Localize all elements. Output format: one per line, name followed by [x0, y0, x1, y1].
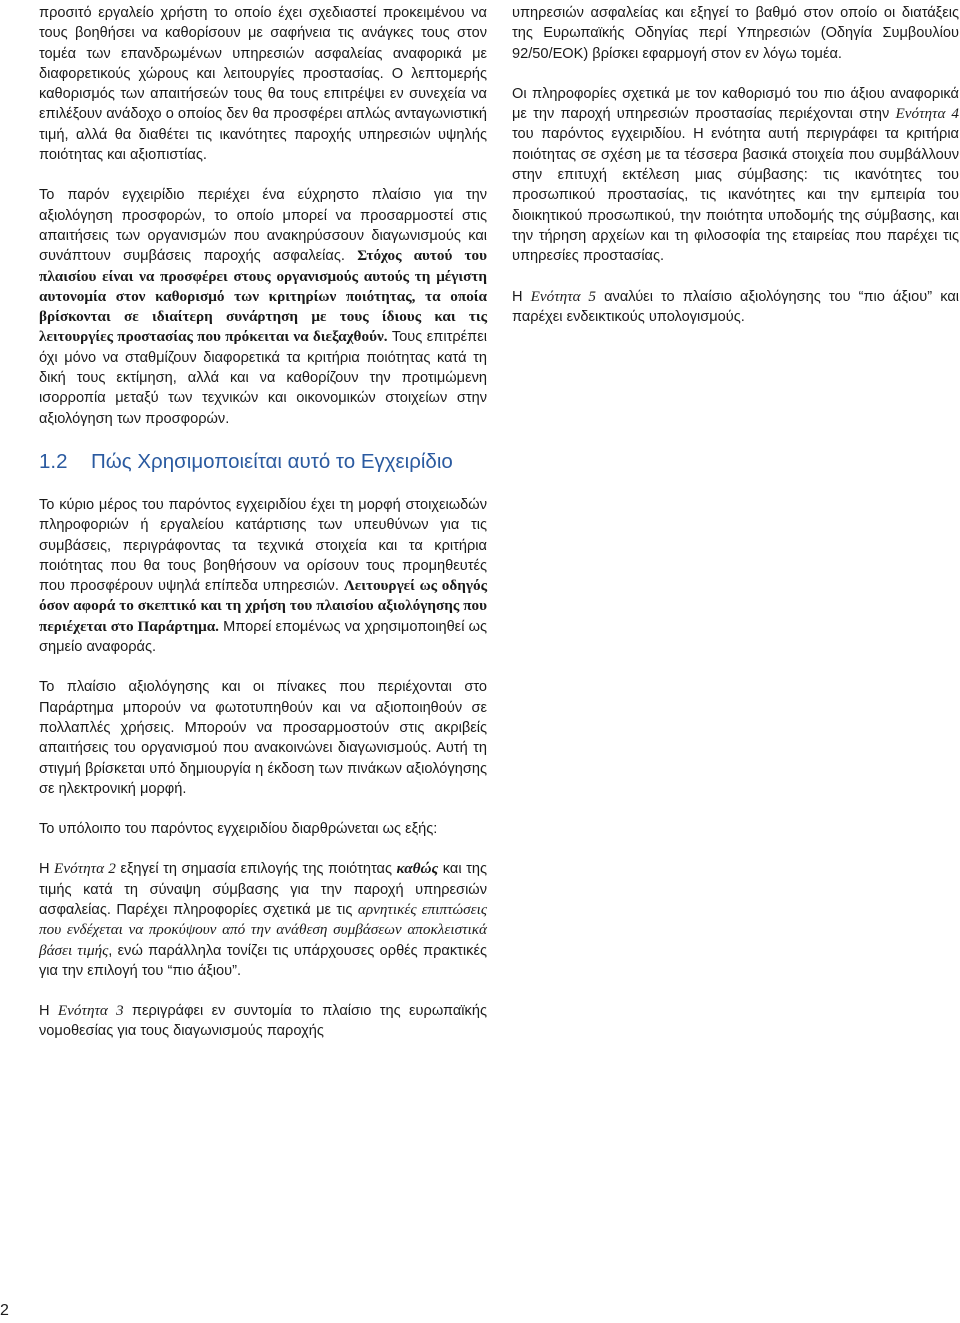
left-column	[39, 0, 487, 1062]
kathos-bold: καθώς	[396, 860, 439, 878]
right-column	[512, 0, 959, 347]
page-number: 2	[0, 1302, 9, 1319]
section-3-ref: Ενότητα 3	[57, 1002, 124, 1020]
paragraph-intro: προσιτό εργαλείο χρήστη το οποίο έχει σχεδιαστεί προκειμένου να τους βοηθήσει να καθορίσουν με σαφήνεια τις ανάγκες τους στον τομέα των επανδρωμένων υπηρεσιών ασφαλείας αναφορικά με διαφορετικούς χώρους και λειτουργίες προστασίας. Ο λεπτομερής καθορισμός των απαιτήσεών τους θα τους επιτρέψει εν συνεχεία να επιλέξουν ανάδοχο ο οποίος δεν θα προσφέρει απλώς ανταγωνιστική τιμή, αλλά θα διαθέτει τις ικανότητες παροχής υπηρεσιών υψηλής ποιότητας και αξιοπιστίας.	[39, 5, 487, 164]
guide-bold: Λειτουργεί ως οδηγός όσον αφορά το σκεπτικό και τη χρήση του πλαισίου αξιολόγησης που περιέχεται στο Παράρτημα.	[39, 577, 487, 635]
paragraph-annex: Το πλαίσιο αξιολόγησης και οι πίνακες που περιέχονται στο Παράρτημα μπορούν να φωτοτυπηθούν και να αξιοποιηθούν σε πολλαπλές χρήσεις. Μπορούν να προσαρμοστούν στις ακριβείς απαιτήσεις του οργανισμού που ανακοινώνει διαγωνισμούς. Αυτή τη στιγμή βρίσκεται υπό δημιουργία η έκδοση των πινάκων αξιολόγησης σε ηλεκτρονική μορφή.	[39, 679, 487, 797]
section-heading	[39, 449, 487, 475]
section-number: 1.2	[39, 449, 68, 473]
section-title: Πώς Χρησιμοποιείται αυτό το Εγχειρίδιο	[91, 449, 453, 473]
paragraph-section-5: Η Ενότητα 5 αναλύει το πλαίσιο αξιολόγησης του “πιο άξιου” και παρέχει ενδεικτικούς υπολογισμούς.	[512, 287, 960, 325]
paragraph-framework: Το παρόν εγχειρίδιο περιέχει ένα εύχρηστο πλαίσιο για την αξιολόγηση προσφορών, το οποίο μπορεί να προσαρμοστεί στις απαιτήσεις των οργανισμών που ανακηρύσσουν διαγωνισμούς και συνάπτουν συμβάσεις παροχής ασφαλείας. Στόχος αυτού του πλαισίου είναι να προσφέρει στους οργανισμούς αυτούς τη μέγιστη αυτονομία στον καθορισμό των κριτηρίων ποιότητας, τα οποία βρίσκονται σε ιδιαίτερη συνάρτηση με τους ίδιους και τις λειτουργίες προστασίας που πρόκειται να διεξαχθούν. Τους επιτρέπει όχι μόνο να σταθμίζουν διαφορετικά τα κριτήρια ποιότητας κατά τη δική τους εκτίμηση, αλλά και να καθορίζουν την προτιμώμενη ισορροπία μεταξύ των τεχνικών και οικονομικών στοιχείων στην αξιολόγηση των προσφορών.	[39, 187, 488, 427]
paragraph-directive: υπηρεσιών ασφαλείας και εξηγεί το βαθμό στον οποίο οι διατάξεις της Ευρωπαϊκής Οδηγίας περί Υπηρεσιών (Οδηγία Συμβουλίου 92/50/ΕΟΚ) βρίσκει εφαρμογή στον εν λόγω τομέα.	[512, 5, 959, 62]
paragraph-structure: Το υπόλοιπο του παρόντος εγχειριδίου διαρθρώνεται ως εξής:	[39, 821, 438, 838]
section-5-ref: Ενότητα 5	[530, 287, 597, 305]
section-2-ref: Ενότητα 2	[54, 860, 116, 878]
paragraph-main-part: Το κύριο μέρος του παρόντος εγχειριδίου έχει τη μορφή στοιχειωδών πληροφοριών ή εργαλείου κατάρτισης των υπευθύνων για τις συμβάσεις, περιγράφοντας τα τεχνικά στοιχεία και τα κριτήρια ποιότητας που θα τους βοηθήσουν να ορίσουν τους προμηθευτές που προσφέρουν υψηλά επίπεδα υπηρεσιών. Λειτουργεί ως οδηγός όσον αφορά το σκεπτικό και τη χρήση του πλαισίου αξιολόγησης που περιέχεται στο Παράρτημα. Μπορεί επομένως να χρησιμοποιηθεί ως σημείο αναφοράς.	[39, 496, 487, 656]
paragraph-section-4: Οι πληροφορίες σχετικά με τον καθορισμό του πιο άξιου αναφορικά με την παροχή υπηρεσιών προστασίας περιέχονται στην Ενότητα 4 του παρόντος εγχειριδίου. Η ενότητα αυτή περιγράφει τα κριτήρια ποιότητας σε σχέση με τα τέσσερα βασικά στοιχεία που συμβάλλουν στην επιτυχή εκτέλεση μιας σύμβασης: τις ικανότητες του προσωπικού προστασίας, τις ικανότητες και την εμπειρία του διοικητικού προσωπικού, την ποιότητα υποδομής της σύμβασης, και την τήρηση αρχείων και τη φιλοσοφία της εταιρείας που παρέχει τις υπηρεσίες προστασίας.	[512, 85, 959, 265]
paragraph-section-2: Η Ενότητα 2 εξηγεί τη σημασία επιλογής της ποιότητας καθώς και της τιμής κατά τη σύναψη σύμβασης για την παροχή υπηρεσιών ασφαλείας. Παρέχει πληροφορίες σχετικά με τις αρνητικές επιπτώσεις που ενδέχεται να προκύψουν από την ανάθεση συμβάσεων αποκλειστικά βάσει τιμής, ενώ παράλληλα τονίζει τις υπάρχουσες ορθές πρακτικές για την επιλογή του “πιο άξιου”.	[39, 860, 488, 979]
negative-effects-italic: αρνητικές επιπτώσεις που ενδέχεται να προκύψουν από την ανάθεση συμβάσεων αποκλειστικά βάσει τιμής	[39, 900, 487, 959]
framework-goal-bold: Στόχος αυτού του πλαισίου είναι να προσφέρει στους οργανισμούς αυτούς τη μέγιστη αυτονομία στον καθορισμό των κριτηρίων ποιότητας, τα οποία βρίσκονται σε ιδιαίτερη συνάρτηση με τους ίδιους και τις λειτουργίες προστασίας που πρόκειται να διεξαχθούν.	[39, 247, 487, 346]
section-4-ref: Ενότητα 4	[895, 105, 959, 123]
paragraph-section-3: Η Ενότητα 3 περιγράφει εν συντομία το πλαίσιο της ευρωπαϊκής νομοθεσίας για τους διαγωνισμούς παροχής	[39, 1002, 487, 1040]
